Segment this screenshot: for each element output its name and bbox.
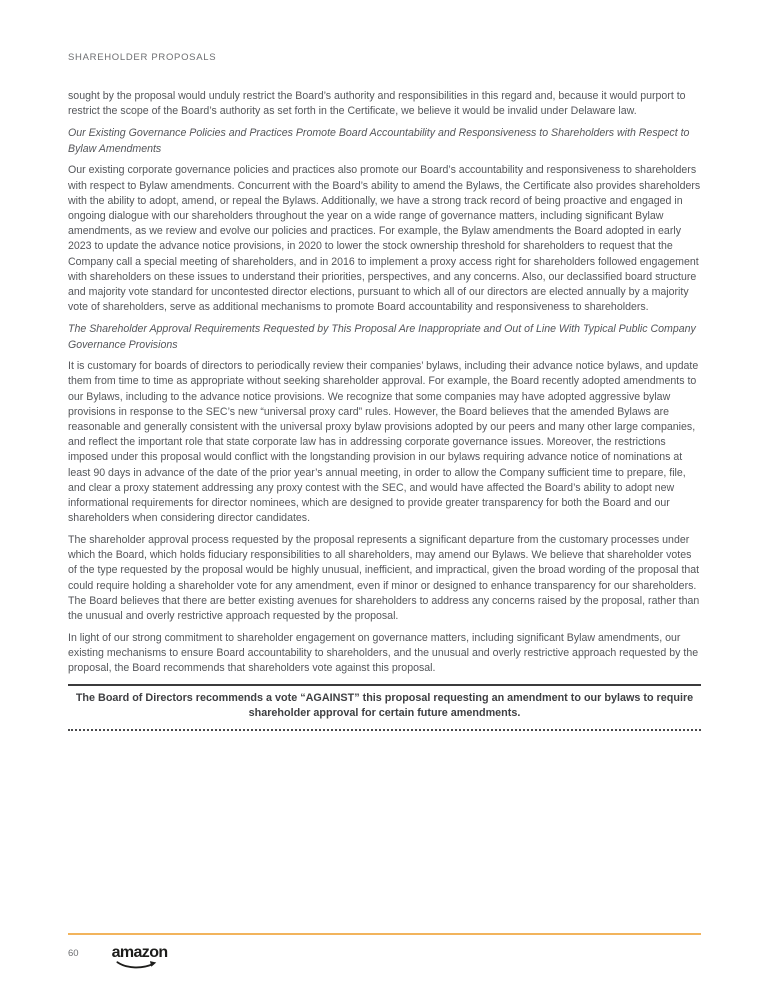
amazon-smile-icon: [116, 960, 158, 970]
footer-accent-rule: [68, 933, 701, 935]
page-footer: [68, 933, 701, 970]
board-recommendation-text: The Board of Directors recommends a vote “AGAINST” this proposal requesting an amendment to our bylaws to require shareholder approval for certain future amendments.: [75, 692, 694, 719]
page-number: 60: [68, 948, 79, 959]
amazon-logo: [112, 945, 168, 970]
subheading-governance-policies: Our Existing Governance Policies and Practices Promote Board Accountability and Responsiveness to Shareholders with Respect to Bylaw Amendments: [68, 127, 690, 155]
amazon-logo-text: amazon: [111, 944, 168, 961]
paragraph-intro: sought by the proposal would unduly restrict the Board’s authority and responsibilities in this regard and, because it would purport to restrict the scope of the Board’s authority as set forth in the Certificate, we believe it would be invalid under Delaware law.: [68, 90, 686, 118]
paragraph-customary-review: It is customary for boards of directors to periodically review their companies’ bylaws, including their advance notice bylaws, and update them from time to time as appropriate without seeking shareholder approval. For example, the Board recently adopted amendments to our Bylaws, including to the advance notice provisions. We recognize that some companies may have adopted aggressive bylaw provisions in response to the SEC’s new “universal proxy card” rules. However, the Board believes that the amended Bylaws are reasonable and generally consistent with the universal proxy bylaw provisions adopted by our peers and many other large companies, and reflect the important role that state corporate law has in addressing corporate governance issues. Moreover, the restrictions imposed under this proposal would conflict with the longstanding provision in our bylaws requiring advance notice of nominations at least 90 days in advance of the date of the prior year’s annual meeting, in order to allow the Company sufficient time to prepare, file, and clear a proxy statement addressing any proxy contest with the SEC, and would have affected the Board’s ability to adopt new informational requirements for director nominees, which are designed to provide greater transparency for both the Board and our shareholders when considering director candidates.: [68, 360, 699, 525]
paragraph-governance-policies: Our existing corporate governance policies and practices also promote our Board’s accountability and responsiveness to shareholders with respect to Bylaw amendments. Concurrent with the Board’s ability to amend the Bylaws, the Certificate also provides shareholders with the ability to adopt, amend, or repeal the Bylaws. Additionally, we have a strong track record of being proactive and engaged in ongoing dialogue with our shareholders throughout the year on a wide range of governance matters, including significant Bylaw amendments, as we review and evolve our policies and practices. For example, the Bylaw amendments the Board adopted in early 2023 to update the advance notice provisions, in 2020 to lower the stock ownership threshold for shareholders to request that the Company call a special meeting of shareholders, and in 2016 to implement a proxy access right for shareholders followed engagement with shareholders on these issues to understand their priorities, perspectives, and any concerns. Also, our declassified board structure and majority vote standard for uncontested director elections, pursuant to which all of our directors are elected annually by a majority vote of shareholders, serve as additional mechanisms to promote Board accountability and responsiveness to shareholders.: [68, 164, 701, 314]
section-header-label: SHAREHOLDER PROPOSALS: [68, 52, 217, 63]
board-recommendation-box: [68, 684, 701, 731]
paragraph-approval-process: The shareholder approval process requested by the proposal represents a significant departure from the customary processes under which the Board, which holds fiduciary responsibilities to all shareholders, may amend our Bylaws. We believe that shareholder votes of the type requested by the proposal would be highly unusual, inefficient, and impractical, given the broad wording of the proposal that could require holding a shareholder vote for any amendment, even if minor or designed to enhance transparency for our shareholders. The Board believes that there are better existing avenues for shareholders to address any concerns raised by the proposal, rather than the unusual and overly restrictive approach requested by the proposal.: [68, 533, 700, 622]
document-page: [68, 0, 701, 731]
subheading-approval-requirements: The Shareholder Approval Requirements Requested by This Proposal Are Inappropriate and Out of Line With Typical Public Company Governance Provisions: [68, 323, 696, 351]
paragraph-conclusion: In light of our strong commitment to shareholder engagement on governance matters, including significant Bylaw amendments, our existing mechanisms to ensure Board accountability to shareholders, and the unusual and overly restrictive approach requested by the proposal, the Board recommends that shareholders vote against this proposal.: [68, 631, 699, 675]
